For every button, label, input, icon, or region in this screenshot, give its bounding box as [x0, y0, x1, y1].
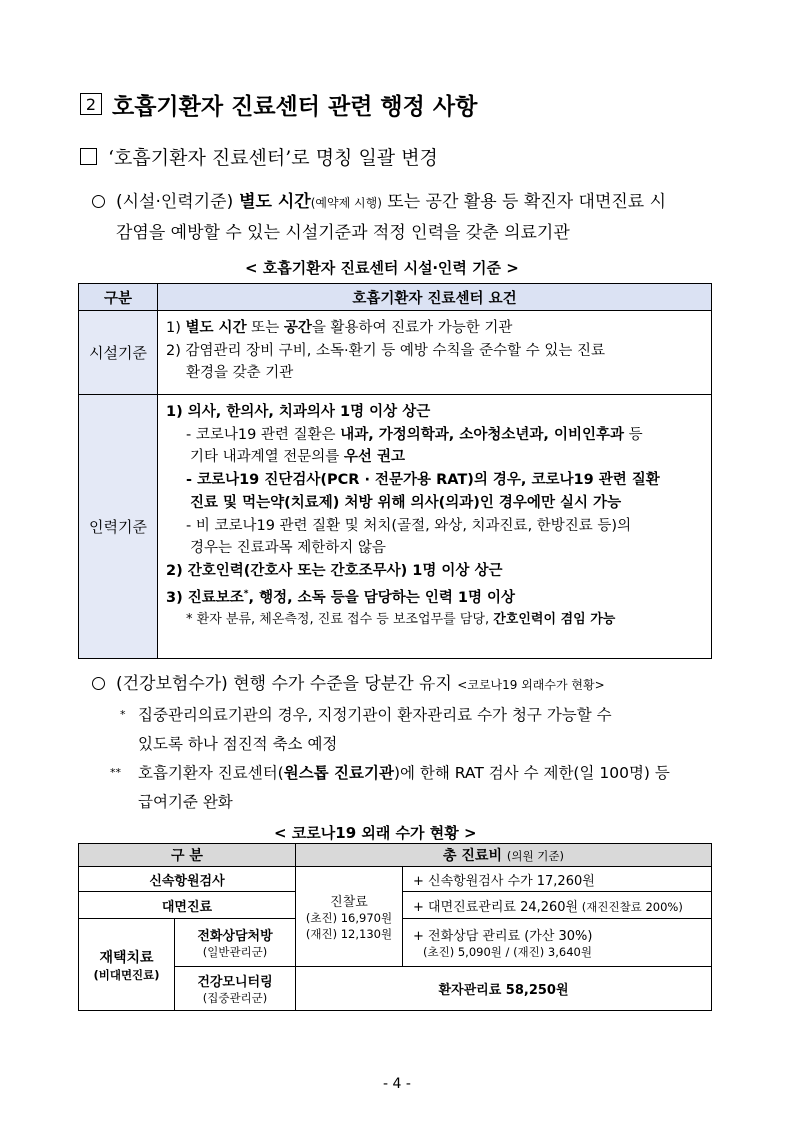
staff-line1: 1) 의사, 한의사, 치과의사 1명 이상 상근	[166, 404, 431, 420]
home-label: 재택치료 (비대면진료)	[79, 919, 175, 1011]
para1-text-b: 또는 공간 활용 등 확진자 대면진료 시	[381, 192, 667, 212]
page-number: - 4 -	[383, 1076, 411, 1092]
para2-line1: (건강보험수가) 현행 수가 수준을 당분간 유지 <코로나19 외래수가 현황>	[116, 674, 605, 694]
para1-bold-a: 별도 시간	[233, 192, 311, 212]
staff-line7: 경우는 진료과목 제한하지 않음	[190, 540, 386, 557]
facility-line1: 1) 별도 시간 또는 공간을 활용하여 진료가 가능한 기관	[166, 320, 513, 336]
table2-header-total: 총 진료비 (의원 기준)	[296, 844, 712, 867]
para1-small: (예약제 시행)	[310, 196, 382, 210]
staff-label: 인력기준	[79, 395, 158, 659]
phone-addon: + 전화상담 관리료 (가산 30%) (초진) 5,090원 / (재진) 3,640원	[403, 919, 712, 967]
face-label: 대면진료	[79, 892, 296, 919]
para1-line2: 감염을 예방할 수 있는 시설기준과 적정 인력을 갖춘 의료기관	[116, 223, 570, 243]
rat-addon: + 신속항원검사 수가 17,260원	[403, 867, 712, 892]
table1-caption: < 호흡기환자 진료센터 시설‧인력 기준 >	[245, 259, 519, 277]
note2-mark: **	[110, 766, 121, 779]
bullet-circle-icon	[92, 195, 105, 208]
table1-header-requirements: 호흡기환자 진료센터 요건	[158, 284, 712, 311]
table2-header-category: 구 분	[79, 844, 296, 867]
staff-line8: 2) 간호인력(간호사 또는 간호조무사) 1명 이상 상근	[166, 562, 503, 579]
face-addon: + 대면진료관리료 24,260원 (재진진찰료 200%)	[403, 892, 712, 919]
facility-label: 시설기준	[79, 311, 158, 395]
note2-line2: 급여기준 완화	[138, 793, 233, 811]
note1-line2: 있도록 하나 점진적 축소 예정	[138, 735, 338, 753]
table1-header-category: 구분	[79, 284, 158, 311]
table2-caption: < 코로나19 외래 수가 현황 >	[274, 824, 477, 842]
para1-line1	[116, 187, 666, 212]
checkbox-square-icon	[80, 148, 97, 165]
section-number-box: 2	[80, 93, 102, 115]
bullet-circle-icon	[92, 677, 105, 690]
consult-fee-cell: 진찰료 (초진) 16,970원 (재진) 12,130원	[296, 867, 403, 967]
staff-content	[158, 395, 712, 659]
note1-mark: *	[120, 708, 126, 721]
staff-line4: - 코로나19 진단검사(PCR · 전문가용 RAT)의 경우, 코로나19 관련 질환	[186, 472, 660, 489]
facility-content	[158, 311, 712, 395]
note2-line1: 호흡기환자 진료센터(원스톱 진료기관)에 한해 RAT 검사 수 제한(일 100명) 등	[138, 764, 670, 782]
rat-label: 신속항원검사	[79, 867, 296, 892]
patient-fee: 환자관리료 58,250원	[296, 967, 712, 1011]
staff-line6: - 비 코로나19 관련 질환 및 처치(골절, 와상, 치과진료, 한방진료 등)의	[186, 517, 632, 534]
staff-line10: * 환자 분류, 체온측정, 진료 접수 등 보조업무를 담당, 간호인력이 겸임 가능	[186, 612, 616, 628]
section-title: 호흡기환자 진료센터 관련 행정 사항	[112, 94, 478, 120]
health-label: 건강모니터링 (집중관리군)	[175, 967, 296, 1011]
staff-line3: 기타 내과계열 전문의를 우선 권고	[190, 449, 405, 466]
staff-line5: 진료 및 먹는약(치료제) 처방 위해 의사(의과)인 경우에만 실시 가능	[190, 494, 622, 511]
facility-staff-table	[78, 283, 712, 659]
phone-label: 전화상담처방 (일반관리군)	[175, 919, 296, 967]
subsection-title: ‘호흡기환자 진료센터’로 명칭 일괄 변경	[108, 147, 438, 169]
note1-line1: 집중관리의료기관의 경우, 지정기관이 환자관리료 수가 청구 가능할 수	[138, 706, 612, 724]
outpatient-fee-table	[78, 843, 712, 1011]
para1-label: (시설‧인력기준)	[116, 192, 234, 212]
staff-line9: 3) 진료보조*, 행정, 소독 등을 담당하는 인력 1명 이상	[166, 588, 516, 606]
facility-line3: 환경을 갖춘 기관	[186, 365, 294, 382]
facility-line2: 2) 감염관리 장비 구비, 소독·환기 등 예방 수칙을 준수할 수 있는 진료	[166, 342, 605, 359]
staff-line2: - 코로나19 관련 질환은 내과, 가정의학과, 소아청소년과, 이비인후과 등	[186, 426, 643, 443]
